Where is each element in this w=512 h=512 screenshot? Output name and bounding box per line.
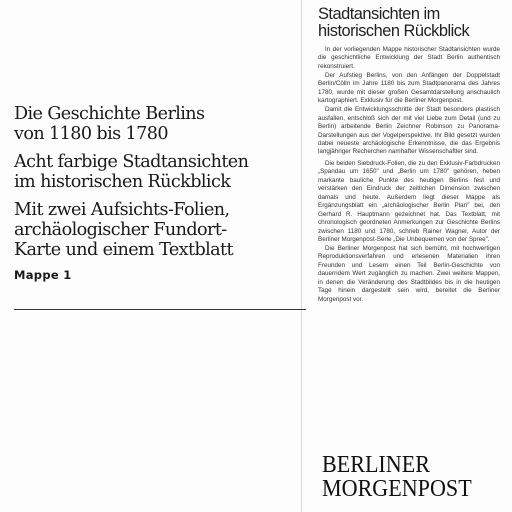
heading-line: Die Geschichte Berlins bbox=[14, 104, 205, 124]
body-paragraph: Die Berliner Morgenpost hat sich bemüht, mit hochwertigen Reproduktionsverfahren und erlesenen Materialien ihren Freunden und Lesern einen Teil Berlin-Geschichte von dauerndem Wert zugänglich zu machen. Zwei weitere Mappen, in denen die Veränderung des Stadtbildes bis in die heutigen Tage hinein dargestellt sein wird, bereitet die Berliner Morgenpost vor. bbox=[318, 244, 500, 303]
logo-line: BERLINER bbox=[322, 452, 430, 478]
heading-line: Karte und einem Textblatt bbox=[14, 240, 233, 260]
left-column bbox=[14, 104, 306, 282]
section-title bbox=[318, 6, 500, 40]
heading-block-1 bbox=[14, 104, 306, 144]
right-column bbox=[318, 6, 500, 305]
heading-block-2 bbox=[14, 152, 306, 192]
heading-line: Mit zwei Aufsichts-Folien, bbox=[14, 200, 230, 220]
heading-line: im historischen Rückblick bbox=[14, 172, 231, 192]
logo-line: MORGENPOST bbox=[322, 476, 472, 502]
heading-line: von 1180 bis 1780 bbox=[14, 124, 168, 144]
heading-line: archäologischer Fundort- bbox=[14, 220, 227, 240]
body-paragraph: Damit die Entwicklungsschritte der Stadt besonders plastisch ausfallen, entschloß sich der mit viel Liebe zum Detail (und zu Berlin) arbeitende Berlin Zeichner Robinson zu Panorama-Darstellungen aus der Vogelperspektive. Ihr Bild gesetzt wurden dabei neueste archäologische Erkenntnisse, die das Ergebnis langjähriger Recherchen namhafter Wissenschaftler sind. bbox=[318, 106, 500, 156]
body-paragraph: Der Aufstieg Berlins, von den Anfängen der Doppelstadt Berlin/Cölln im Jahre 1180 bis zum Stadtpanorama des Jahres 1780, wurde mit dieser großen Gesamtdarstellung anschaulich kartographiert. Exklusiv für die Berliner Morgenpost. bbox=[318, 71, 500, 105]
section-title-line: historischen Rückblick bbox=[318, 22, 470, 40]
berliner-morgenpost-logo bbox=[322, 453, 500, 501]
section-title-line: Stadtansichten im bbox=[318, 5, 440, 23]
body-paragraph: In der vorliegenden Mappe historischer Stadtansichten wurde die geschichtliche Entwicklung der Stadt Berlin authentisch rekonstruiert. bbox=[318, 46, 500, 70]
body-paragraph: Die beiden Siebdruck-Folien, die zu den Exklusiv-Farbdrucken „Spandau um 1650" und „Berlin um 1780" gehören, heben markante bauliche Punkte des heutigen Berlins fest und verstärken den Eindruck der zeitlichen Dimension zwischen damals und heute. Außerdem liegt dieser Mappe als Ergänzungsblatt ein „archäologischer Berlin Plan" bei, den Gerhard R. Hauptmann gezeichnet hat. Das Textblatt, mit chronologisch geordneten Anmerkungen zur Geschichte Berlins zwischen 1180 und 1780, schrieb Rainer Wagner, Autor der Berliner Morgenpost-Serie „Die Unbequemen von der Spree". bbox=[318, 159, 500, 243]
heading-line: Acht farbige Stadtansichten bbox=[14, 152, 249, 172]
heading-block-3 bbox=[14, 200, 306, 260]
horizontal-rule bbox=[14, 309, 306, 310]
mappe-label: Mappe 1 bbox=[14, 268, 72, 282]
